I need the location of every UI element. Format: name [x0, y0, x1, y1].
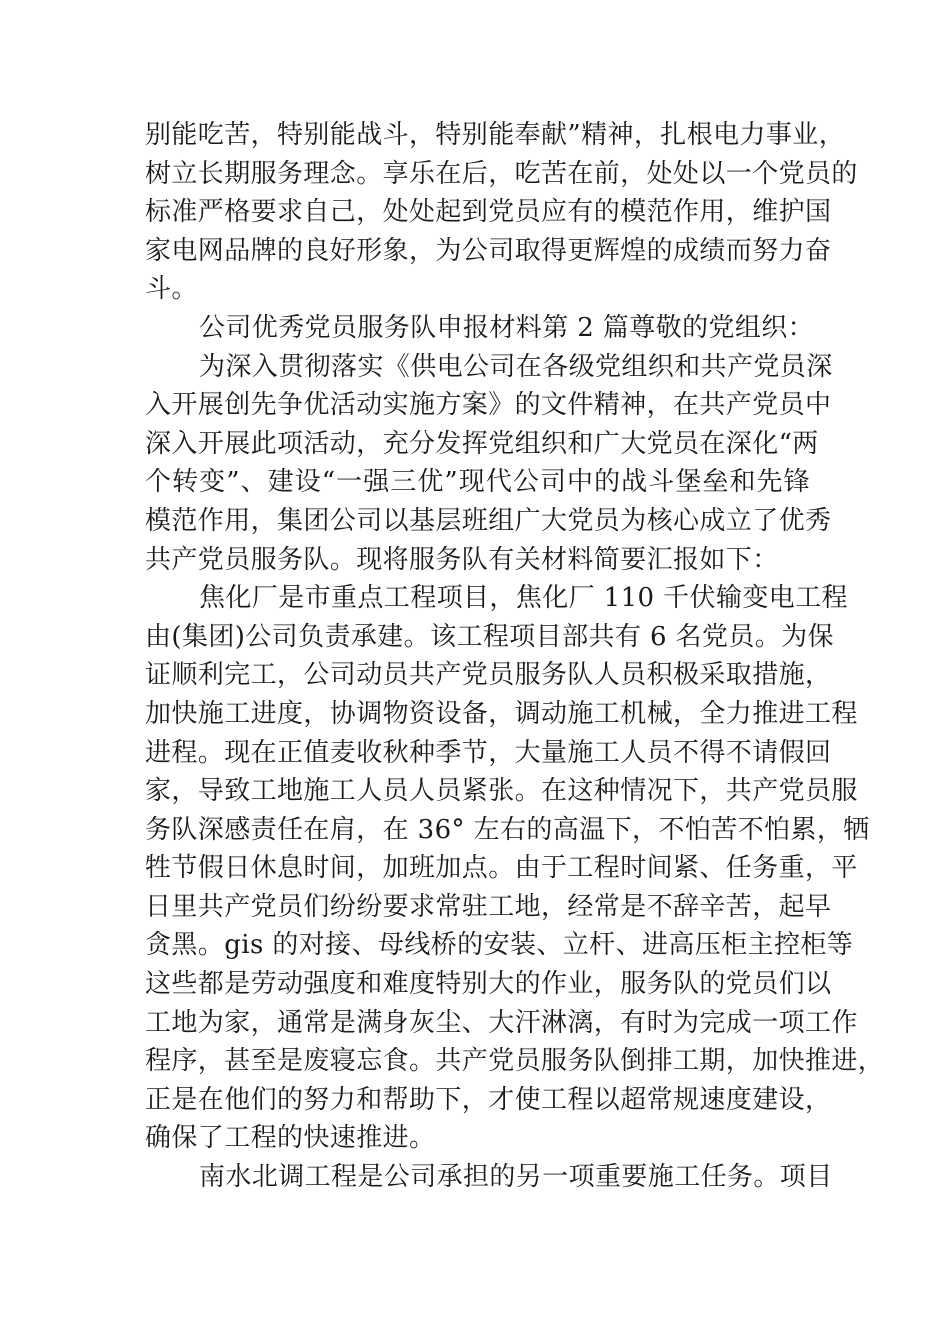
text-line: 务队深感责任在肩，在 36° 左右的高温下，不怕苦不怕累，牺: [145, 814, 870, 845]
text-line: 共产党员服务队。现将服务队有关材料简要汇报如下：: [145, 544, 779, 575]
text-line: 模范作用，集团公司以基层班组广大党员为核心成立了优秀: [145, 505, 832, 536]
text-line: 南水北调工程是公司承担的另一项重要施工任务。项目: [199, 1162, 833, 1193]
text-line: 树立长期服务理念。享乐在后，吃苦在前，处处以一个党员的: [145, 158, 858, 189]
text-line: 进程。现在正值麦收秋种季节，大量施工人员不得不请假回: [145, 737, 832, 768]
text-line: 标准严格要求自己，处处起到党员应有的模范作用，维护国: [145, 197, 832, 228]
text-line: 斗。: [145, 274, 198, 305]
text-line: 别能吃苦，特别能战斗，特别能奉献”精神，扎根电力事业，: [145, 120, 846, 150]
text-line: 入开展创先争优活动实施方案》的文件精神，在共产党员中: [145, 390, 832, 421]
text-line: 日里共产党员们纷纷要求常驻工地，经常是不辞辛苦，起早: [145, 891, 832, 922]
text-line: 公司优秀党员服务队申报材料第 2 篇尊敬的党组织：: [199, 312, 815, 343]
text-line: 加快施工进度，协调物资设备，调动施工机械，全力推进工程: [145, 698, 858, 729]
text-line: 深入开展此项活动，充分发挥党组织和广大党员在深化“两: [145, 428, 819, 459]
text-line: 程序，甚至是废寝忘食。共产党员服务队倒排工期，加快推进，: [145, 1046, 885, 1077]
text-line: 牲节假日休息时间，加班加点。由于工程时间紧、任务重，平: [145, 853, 858, 884]
text-line: 家电网品牌的良好形象，为公司取得更辉煌的成绩而努力奋: [145, 235, 832, 266]
text-line: 家，导致工地施工人员人员紧张。在这种情况下，共产党员服: [145, 776, 858, 807]
text-line: 正是在他们的努力和帮助下，才使工程以超常规速度建设，: [145, 1084, 832, 1115]
text-line: 证顺利完工，公司动员共产党员服务队人员积极采取措施，: [145, 660, 832, 691]
text-line: 为深入贯彻落实《供电公司在各级党组织和共产党员深: [199, 351, 833, 382]
text-line: 由(集团)公司负责承建。该工程项目部共有 6 名党员。为保: [145, 621, 834, 652]
text-line: 个转变”、建设“一强三优”现代公司中的战斗堡垒和先锋: [145, 467, 810, 498]
document-body-text: [145, 116, 885, 1197]
text-line: 工地为家，通常是满身灰尘、大汗淋漓，有时为完成一项工作: [145, 1007, 858, 1038]
text-line: 贪黑。gis 的对接、母线桥的安装、立杆、进高压柜主控柜等: [145, 930, 854, 961]
text-line: 焦化厂是市重点工程项目，焦化厂 110 千伏输变电工程: [199, 583, 848, 614]
text-line: 这些都是劳动强度和难度特别大的作业，服务队的党员们以: [145, 969, 832, 1000]
text-line: 确保了工程的快速推进。: [145, 1123, 436, 1154]
